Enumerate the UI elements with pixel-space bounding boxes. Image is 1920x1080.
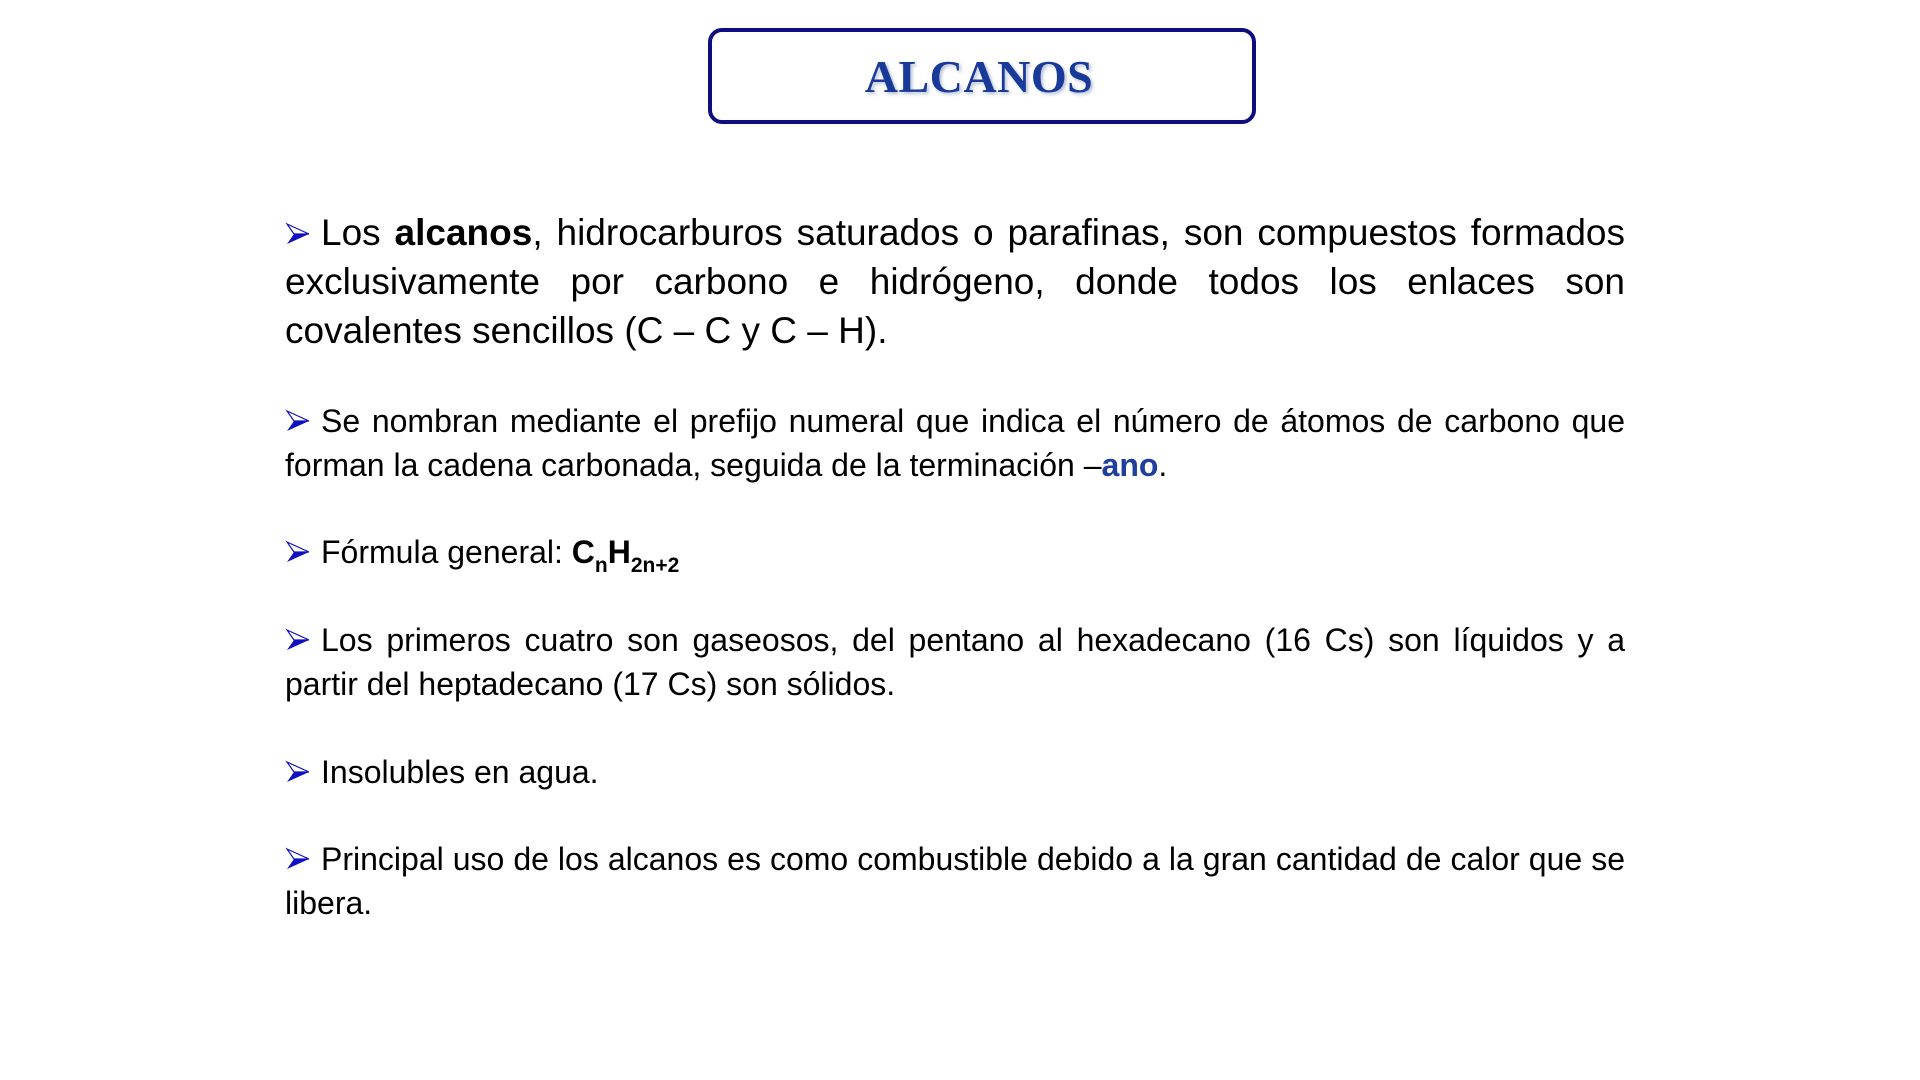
- formula-hydrogen-subscript: 2n+2: [630, 554, 680, 577]
- bullet-point-usage: [285, 837, 1625, 925]
- keyword-alcanos: alcanos: [394, 212, 533, 253]
- bullet-point-definition: [285, 208, 1625, 355]
- formula-carbon-subscript: n: [594, 554, 608, 577]
- slide-title: ALCANOS: [864, 50, 1094, 102]
- formula-hydrogen: H: [607, 534, 631, 570]
- point-text: .: [1158, 447, 1168, 483]
- point-text: Los: [321, 212, 395, 253]
- suffix-ano: ano: [1101, 447, 1159, 483]
- arrow-bullet-icon: [285, 846, 311, 872]
- point-text: Insolubles en agua.: [321, 754, 599, 790]
- arrow-bullet-icon: [285, 408, 311, 434]
- arrow-bullet-icon: [285, 627, 311, 653]
- arrow-bullet-icon: [285, 221, 311, 247]
- bullet-point-formula: [285, 530, 1625, 577]
- arrow-bullet-icon: [285, 539, 311, 565]
- bullet-point-states: [285, 618, 1625, 706]
- bullet-point-solubility: [285, 750, 1625, 794]
- point-text: , hidrocarburos saturados o parafinas, son compuestos formados exclusivamente por carbono e hidrógeno, donde todos los enlaces son covalentes sencillos (C – C y C – H).: [285, 212, 1625, 351]
- title-box: [708, 28, 1256, 124]
- arrow-bullet-icon: [285, 759, 311, 785]
- bullet-point-naming: [285, 399, 1625, 487]
- point-text: Los primeros cuatro son gaseosos, del pentano al hexadecano (16 Cs) son líquidos y a partir del heptadecano (17 Cs) son sólidos.: [285, 622, 1625, 702]
- point-text: Principal uso de los alcanos es como combustible debido a la gran cantidad de calor que se libera.: [285, 841, 1625, 921]
- point-text: Se nombran mediante el prefijo numeral que indica el número de átomos de carbono que forman la cadena carbonada, seguida de la terminación –: [285, 403, 1625, 483]
- formula-carbon: C: [571, 534, 595, 570]
- formula-label: Fórmula general:: [321, 534, 572, 570]
- general-formula: [571, 534, 680, 577]
